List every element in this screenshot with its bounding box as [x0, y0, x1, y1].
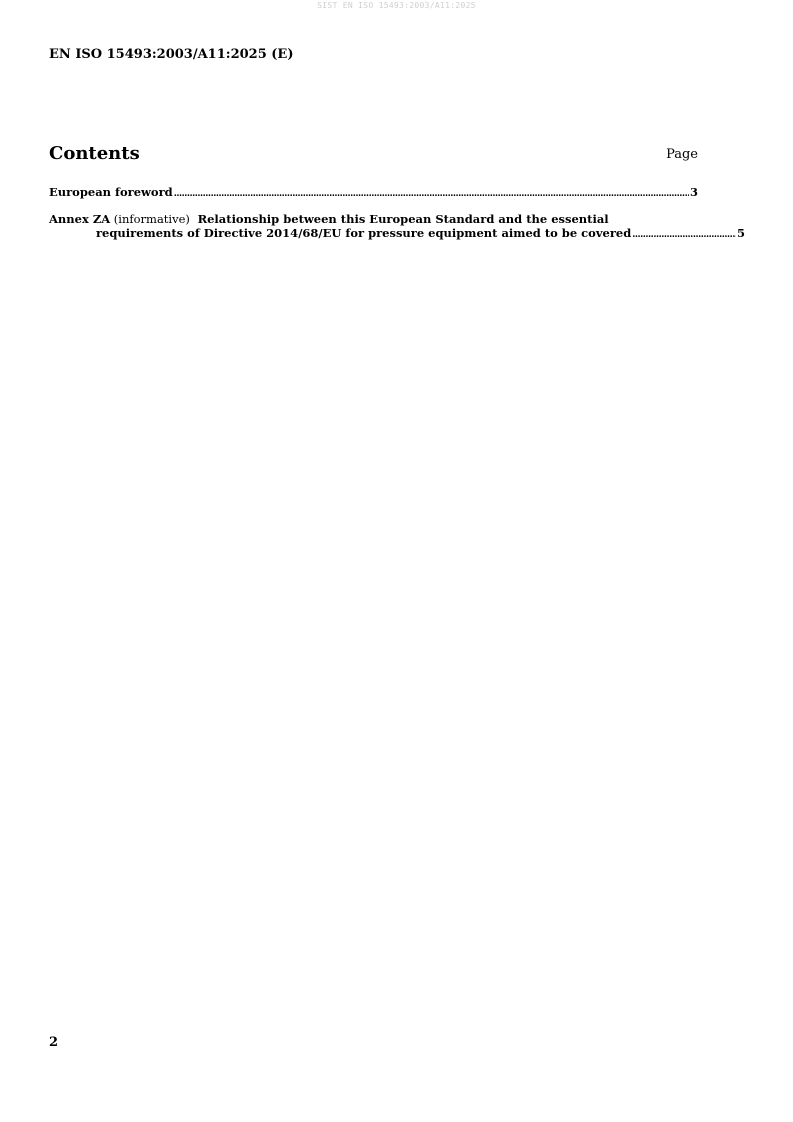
dot-leader: [632, 228, 736, 243]
table-of-contents: [49, 185, 745, 243]
annex-label: Annex ZA: [49, 212, 111, 226]
watermark: SIST EN ISO 15493:2003/A11:2025: [317, 1, 476, 10]
toc-entry-european-foreword[interactable]: [49, 185, 698, 202]
toc-entry-page: 3: [689, 185, 698, 199]
document-id: EN ISO 15493:2003/A11:2025 (E): [49, 47, 294, 62]
annex-kind: (informative): [113, 212, 190, 226]
annex-title-part-1: Relationship between this European Standard and the essential: [197, 212, 609, 226]
toc-entry-title: European foreword: [49, 185, 173, 199]
page-column-label: Page: [666, 147, 698, 162]
toc-entry-annex-za[interactable]: [49, 212, 745, 243]
dot-leader: [174, 187, 689, 202]
contents-heading: Contents: [49, 143, 140, 164]
annex-title-line-2: [49, 226, 745, 243]
annex-title-line-1: [49, 212, 698, 226]
annex-title-part-2: requirements of Directive 2014/68/EU for pressure equipment aimed to be covered: [96, 226, 632, 240]
page-number: 2: [49, 1035, 59, 1050]
toc-entry-page: 5: [736, 226, 745, 240]
